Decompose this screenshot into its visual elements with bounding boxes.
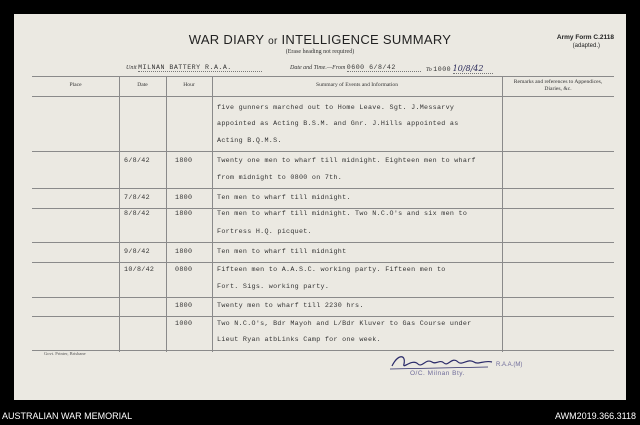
entry-text: Fort. Sigs. working party. [217, 283, 330, 291]
entry-text: Ten men to wharf till midnight. Two N.C.O's and six men to [217, 210, 468, 218]
entry-date: 8/8/42 [124, 210, 150, 218]
unit-field [126, 64, 262, 74]
entry-hour: 1000 [175, 320, 193, 328]
column-header-hour: Hour [183, 82, 195, 88]
unit-label: Unit [126, 65, 137, 71]
entry-text: Ten men to wharf till midnight [217, 248, 347, 256]
column-divider-hour [166, 76, 167, 352]
column-header-place: Place [69, 82, 82, 88]
entry-text: Fifteen men to A.A.S.C. working party. Fifteen men to [217, 266, 446, 274]
entry-hour: 1800 [175, 194, 193, 202]
date-to-value: 1000 [433, 66, 452, 73]
form-adapted-text: (adapted.) [572, 43, 600, 49]
stamp-oc: O/C. Milnan Bty. [410, 370, 465, 377]
date-time-field [290, 64, 421, 74]
title-intelligence-summary: INTELLIGENCE SUMMARY [281, 32, 452, 47]
entry-date: 7/8/42 [124, 194, 150, 202]
column-header-remarks: Remarks and references to Appendices, Diaries, &c. [513, 79, 603, 92]
entry-text: appointed as Acting B.S.M. and Gnr. J.Hills appointed as [217, 120, 459, 128]
entry-hour: 1800 [175, 302, 193, 310]
row-rule [32, 350, 614, 351]
entry-text: Lieut Ryan atbLinks Camp for one week. [217, 336, 381, 344]
entry-text: Twenty men to wharf till 2230 hrs. [217, 302, 364, 310]
title-war-diary: WAR DIARY [188, 32, 265, 47]
footer-institution: AUSTRALIAN WAR MEMORIAL [2, 411, 133, 421]
column-header-summary: Summary of Events and Information [315, 82, 399, 88]
unit-value: MILNAN BATTERY R.A.A. [138, 64, 262, 72]
stamp-regiment: R.A.A.(M) [496, 362, 523, 368]
footer-accession-number: AWM2019.366.3118 [554, 411, 636, 421]
row-rule [32, 242, 614, 243]
entry-hour: 1800 [175, 210, 193, 218]
entry-text: Two N.C.O's, Bdr Mayoh and L/Bdr Kluver to Gas Course under [217, 320, 472, 328]
title-or: or [268, 36, 278, 47]
column-divider-date [119, 76, 120, 352]
date-from-value: 0600 6/8/42 [347, 64, 421, 72]
entry-text: from midnight to 0800 on 7th. [217, 174, 343, 182]
form-title [14, 32, 626, 47]
form-number-text: Army Form C.2118 [556, 34, 614, 41]
printer-imprint: Govt. Printer, Brisbane [44, 351, 86, 356]
entry-text: Twenty one men to wharf till midnight. Eighteen men to wharf [217, 157, 476, 165]
row-rule [32, 208, 614, 209]
entry-date: 10/8/42 [124, 266, 155, 274]
form-subtitle: (Erase heading not required) [285, 49, 355, 55]
entry-text: Fortress H.Q. picquet. [217, 228, 312, 236]
date-to-field [426, 64, 493, 74]
date-to-handwritten: 10/8/42 [453, 64, 493, 74]
row-rule [32, 316, 614, 317]
date-to-label: To [426, 67, 432, 73]
entry-text: Ten men to wharf till midnight. [217, 194, 351, 202]
row-rule [32, 188, 614, 189]
diary-page [14, 14, 626, 400]
column-divider-summary [212, 76, 213, 352]
army-form-number [557, 34, 614, 50]
entry-date: 9/8/42 [124, 248, 150, 256]
entry-text: five gunners marched out to Home Leave. Sgt. J.Messarvy [217, 104, 455, 112]
row-rule [32, 262, 614, 263]
signature [388, 350, 498, 372]
date-time-label: Date and Time.—From [290, 65, 346, 71]
column-header-date: Date [137, 82, 148, 88]
row-rule [32, 151, 614, 152]
entry-hour: 1800 [175, 248, 193, 256]
entry-text: Acting B.Q.M.S. [217, 137, 282, 145]
row-rule [32, 297, 614, 298]
column-divider-remarks [502, 76, 503, 352]
entry-hour: 0800 [175, 266, 193, 274]
entry-date: 6/8/42 [124, 157, 150, 165]
entry-hour: 1800 [175, 157, 193, 165]
